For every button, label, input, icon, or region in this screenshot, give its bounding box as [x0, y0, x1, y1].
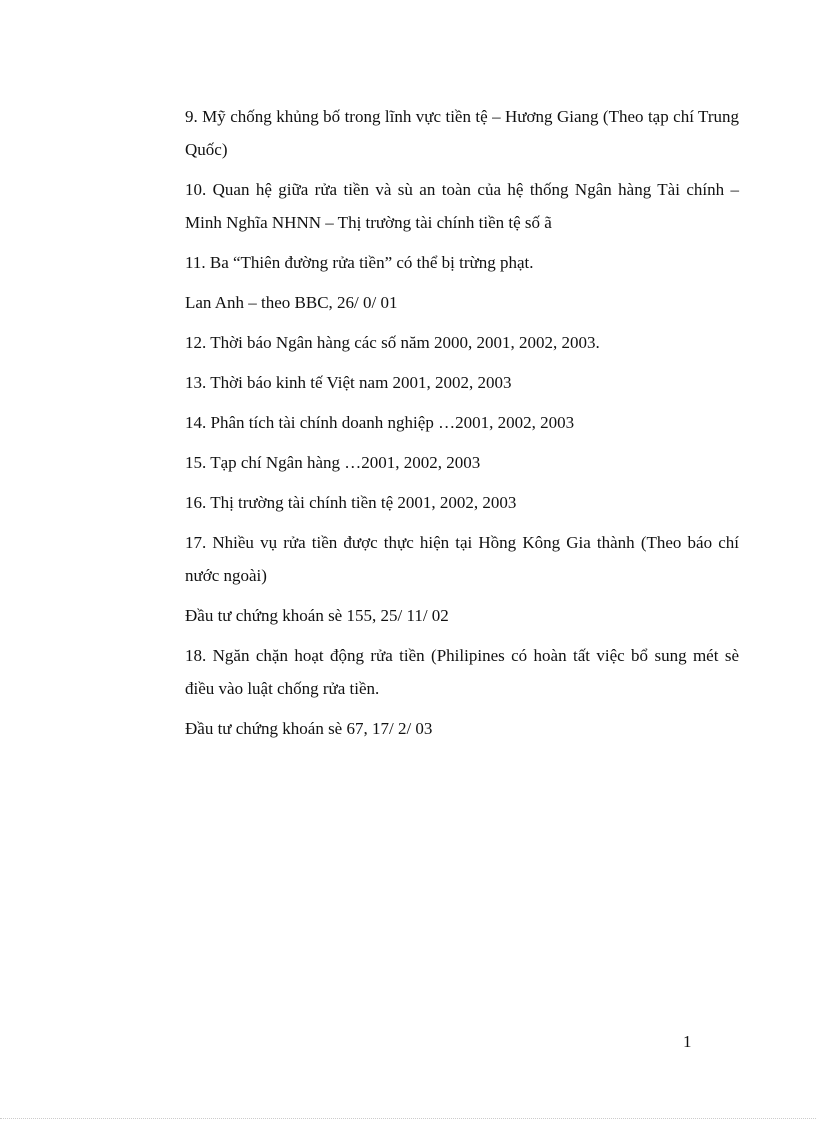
reference-item-10: 10. Quan hệ giữa rửa tiền và sù an toàn của hệ thống Ngân hàng Tài chính – Minh Nghĩa NHNN – Thị trường tài chính tiền tệ số ã [185, 180, 739, 232]
page-bottom-divider [0, 1118, 816, 1119]
reference-item-14: 14. Phân tích tài chính doanh nghiệp …2001, 2002, 2003 [185, 413, 575, 432]
reference-item-12: 12. Thời báo Ngân hàng các số năm 2000, 2001, 2002, 2003. [185, 333, 600, 352]
reference-item-11: 11. Ba “Thiên đường rửa tiền” có thể bị trừng phạt. [185, 253, 534, 272]
reference-item-18: 18. Ngăn chặn hoạt động rửa tiền (Philipines có hoàn tất việc bổ sung mét sè điều vào luật chống rửa tiền. [185, 646, 739, 698]
reference-item-16: 16. Thị trường tài chính tiền tệ 2001, 2002, 2003 [185, 493, 517, 512]
reference-item-15: 15. Tạp chí Ngân hàng …2001, 2002, 2003 [185, 453, 481, 472]
reference-item-9: 9. Mỹ chống khủng bố trong lĩnh vực tiền tệ – Hương Giang (Theo tạp chí Trung Quốc) [185, 107, 739, 159]
reference-item-18-source: Đầu tư chứng khoán sè 67, 17/ 2/ 03 [185, 719, 433, 738]
page-number: 1 [683, 1032, 692, 1051]
reference-list [185, 100, 739, 752]
reference-item-17-source: Đầu tư chứng khoán sè 155, 25/ 11/ 02 [185, 606, 449, 625]
reference-item-17: 17. Nhiều vụ rửa tiền được thực hiện tại Hồng Kông Gia thành (Theo báo chí nước ngoài) [185, 533, 739, 585]
reference-item-13: 13. Thời báo kinh tế Việt nam 2001, 2002, 2003 [185, 373, 512, 392]
reference-item-11-source: Lan Anh – theo BBC, 26/ 0/ 01 [185, 293, 398, 312]
